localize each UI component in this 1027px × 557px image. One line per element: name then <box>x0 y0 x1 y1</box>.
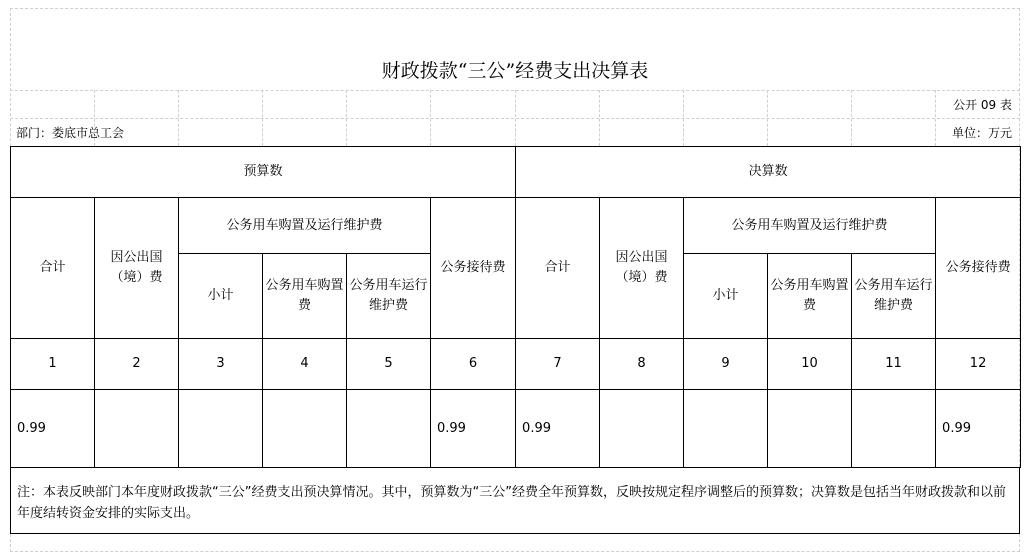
gridline <box>10 90 1020 91</box>
column-number: 3 <box>179 339 263 390</box>
column-number: 6 <box>431 339 516 390</box>
gridline <box>10 118 1020 119</box>
column-number: 5 <box>347 339 431 390</box>
column-number: 4 <box>263 339 347 390</box>
value-cell: 0.99 <box>11 390 95 468</box>
gridline <box>10 8 1020 9</box>
header-total: 合计 <box>11 198 95 339</box>
header-reception: 公务接待费 <box>936 198 1021 339</box>
column-number: 10 <box>768 339 852 390</box>
form-code: 公开 09 表 <box>953 98 1012 112</box>
value-cell <box>179 390 263 468</box>
data-row <box>11 390 1021 468</box>
footnote: 注：本表反映部门本年度财政拨款“三公”经费支出预决算情况。其中，预算数为“三公”经费全年预算数，反映按规定程序调整后的预算数；决算数是包括当年财政拨款和以前年度结转资金安排的实际支出。 <box>10 468 1020 534</box>
expense-table <box>10 146 1021 468</box>
value-cell <box>684 390 768 468</box>
column-number: 9 <box>684 339 768 390</box>
header-vehicle-purchase: 公务用车购置费 <box>768 254 852 339</box>
value-cell: 0.99 <box>936 390 1021 468</box>
value-cell <box>852 390 936 468</box>
column-number: 12 <box>936 339 1021 390</box>
header-vehicle-operation: 公务用车运行维护费 <box>347 254 431 339</box>
header-vehicle-purchase: 公务用车购置费 <box>263 254 347 339</box>
value-cell <box>95 390 179 468</box>
report-title: 财政拨款“三公”经费支出决算表 <box>381 60 649 82</box>
header-vehicle: 公务用车购置及运行维护费 <box>179 198 431 254</box>
column-number: 7 <box>516 339 600 390</box>
column-number-row <box>11 339 1021 390</box>
value-cell <box>600 390 684 468</box>
budget-group-header: 预算数 <box>11 147 516 198</box>
column-number: 11 <box>852 339 936 390</box>
value-cell: 0.99 <box>431 390 516 468</box>
header-reception: 公务接待费 <box>431 198 516 339</box>
header-subtotal: 小计 <box>179 254 263 339</box>
column-header-row <box>11 198 1021 254</box>
value-cell: 0.99 <box>516 390 600 468</box>
department-label: 部门：娄底市总工会 <box>16 126 125 140</box>
column-number: 1 <box>11 339 95 390</box>
header-subtotal: 小计 <box>684 254 768 339</box>
value-cell <box>768 390 852 468</box>
gridline <box>10 551 1020 552</box>
unit-label: 单位：万元 <box>951 126 1012 140</box>
final-group-header: 决算数 <box>516 147 1021 198</box>
header-abroad: 因公出国（境）费 <box>95 198 179 339</box>
value-cell <box>263 390 347 468</box>
group-header-row <box>11 147 1021 198</box>
header-vehicle: 公务用车购置及运行维护费 <box>684 198 936 254</box>
spreadsheet-sheet <box>10 8 1020 552</box>
header-abroad: 因公出国（境）费 <box>600 198 684 339</box>
header-total: 合计 <box>516 198 600 339</box>
value-cell <box>347 390 431 468</box>
header-vehicle-operation: 公务用车运行维护费 <box>852 254 936 339</box>
column-number: 8 <box>600 339 684 390</box>
column-number: 2 <box>95 339 179 390</box>
